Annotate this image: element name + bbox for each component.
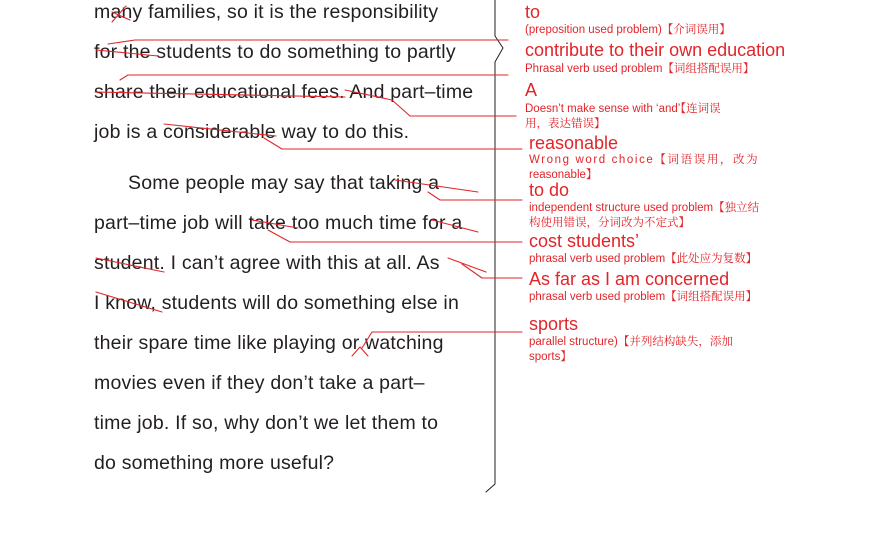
correction-to-do: to do [529, 180, 570, 200]
correction-reasonable: reasonable [529, 133, 619, 153]
note-independent-cont: 构使用错误，分词改为不定式】 [529, 217, 690, 229]
essay-line-12: do something more useful? [94, 452, 335, 474]
note-phrasal-3: phrasal verb used problem【词组搭配误用】 [529, 291, 758, 303]
leader-line-contribute [120, 75, 508, 80]
correction-sports: sports [529, 314, 579, 334]
note-phrasal-2: phrasal verb used problem【此处应为复数】 [529, 253, 758, 265]
correction-cost-students: cost students’ [529, 231, 640, 251]
essay-line-5: Some people may say that taking a [128, 172, 440, 194]
correction-to: to [525, 2, 541, 22]
essay-line-6: part–time job will take too much time for a [94, 212, 463, 234]
essay-line-2: for the students to do something to partly [94, 41, 456, 63]
essay-line-10: movies even if they don’t take a part– [94, 372, 425, 394]
note-phrasal-1: Phrasal verb used problem【词组搭配误用】 [525, 63, 755, 75]
essay-line-4: job is a considerable way to do this. [94, 121, 410, 143]
essay-line-1: many families, so it is the responsibility [94, 1, 439, 23]
correction-a: A [525, 80, 538, 100]
essay-line-8: I know, students will do something else in [94, 292, 460, 314]
note-independent: independent structure used problem【独立结 [529, 202, 760, 214]
note-parallel-cont: sports】 [529, 351, 572, 363]
essay-line-3: share their educational fees. And part–time [94, 81, 474, 103]
correction-contribute: contribute to their own education [525, 40, 786, 60]
note-and: Doesn’t make sense with ‘and’【连词误 [525, 103, 721, 115]
essay-line-7: student. I can’t agree with this at all. As [94, 252, 440, 274]
note-word-choice: Wrong word choice【词语误用，改为 [529, 154, 760, 166]
essay-line-11: time job. If so, why don’t we let them to [94, 412, 439, 434]
note-word-choice-cont: reasonable】 [529, 169, 598, 181]
note-preposition: (preposition used problem)【介词误用】 [525, 24, 731, 36]
correction-as-far-as: As far as I am concerned [529, 269, 730, 289]
note-and-cont: 用，表达错误】 [525, 118, 606, 130]
margin-divider-line [486, 0, 503, 492]
essay-line-9: their spare time like playing or watching [94, 332, 444, 354]
note-parallel: parallel structure)【并列结构缺失，添加 [529, 336, 733, 348]
